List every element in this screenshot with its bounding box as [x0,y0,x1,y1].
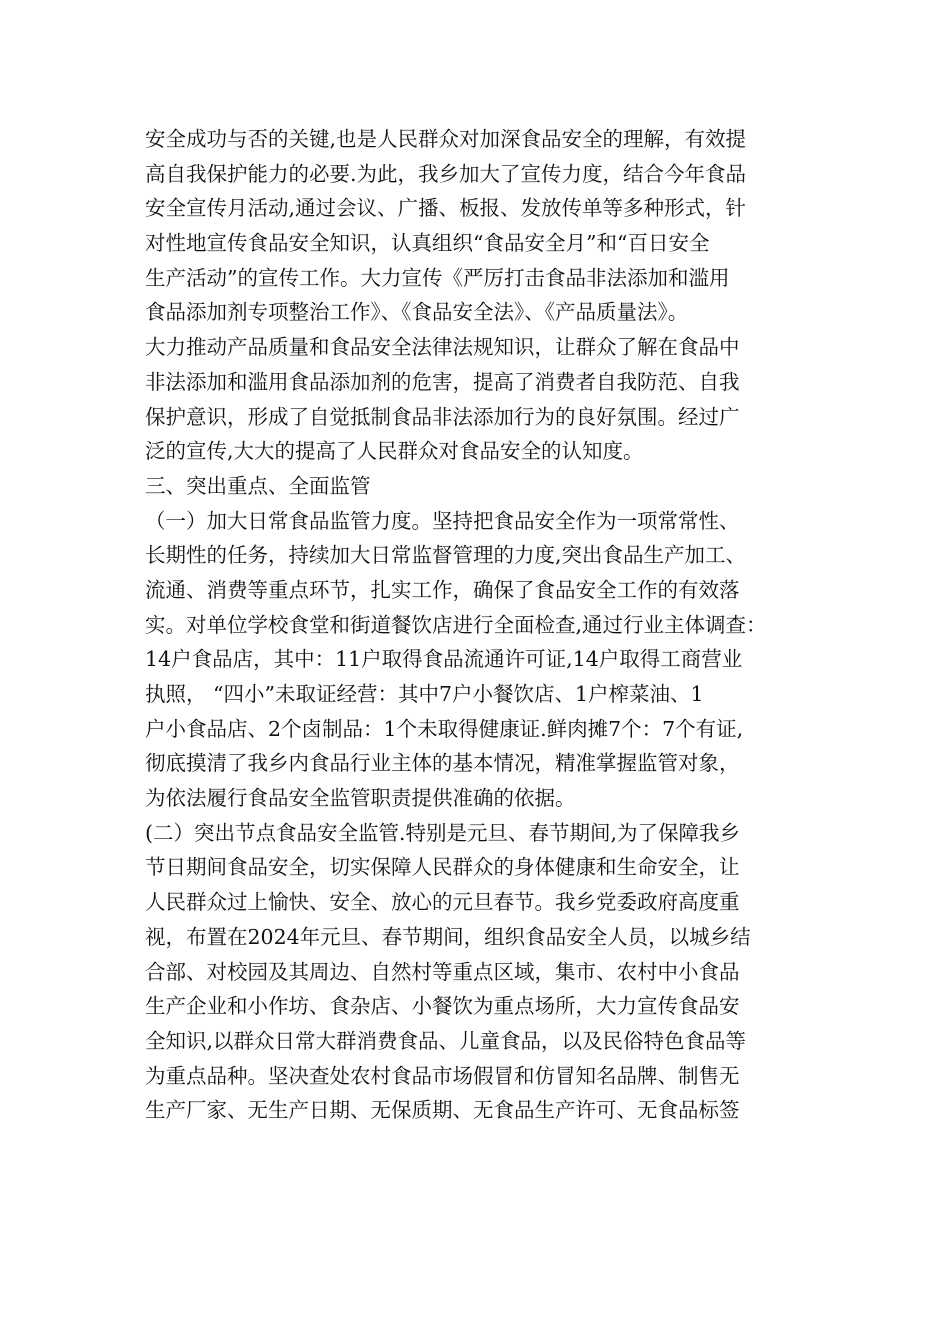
text-line: 实。对单位学校食堂和街道餐饮店进行全面检查,通过行业主体调查： [145,612,767,637]
text-line: 执照， “四小”未取证经营：其中7户小餐饮店、1户榨菜油、1 [145,682,704,706]
text-line: 安全成功与否的关键,也是人民群众对加深食品安全的理解，有效提 [145,127,747,151]
document-body [145,122,835,1128]
section-heading: 三、突出重点、全面监管 [145,473,371,498]
text-line: 对性地宣传食品安全知识，认真组织“食品安全月”和“百日安全 [145,231,710,256]
text-line: 大力推动产品质量和食品安全法律法规知识，让群众了解在食品中 [145,335,740,360]
text-line: 长期性的任务，持续加大日常监督管理的力度,突出食品生产加工、 [145,543,747,568]
text-line: 14户食品店，其中：11户取得食品流通许可证,14户取得工商营业 [145,647,743,672]
text-line: (二）突出节点食品安全监管.特别是元旦、春节期间,为了保障我乡 [145,820,741,845]
text-line: 为重点品种。坚决查处农村食品市场假冒和仿冒知名品牌、制售无 [145,1063,740,1088]
text-line: 生产活动”的宣传工作。大力宣传《严厉打击食品非法添加和滥用 [145,265,730,290]
text-line: 节日期间食品安全，切实保障人民群众的身体健康和生命安全，让 [145,855,740,880]
text-line: 生产企业和小作坊、食杂店、小餐饮为重点场所，大力宣传食品安 [145,994,740,1019]
text-line: 合部、对校园及其周边、自然村等重点区域，集市、农村中小食品 [145,959,740,984]
text-line: 保护意识，形成了自觉抵制食品非法添加行为的良好氛围。经过广 [145,404,740,429]
text-line: 食品添加剂专项整治工作》、《食品安全法》、《产品质量法》。 [145,300,689,325]
text-line: 户小食品店、2个卤制品：1个未取得健康证.鲜肉摊7个：7个有证, [145,716,744,741]
text-line: （一）加大日常食品监管力度。坚持把食品安全作为一项常常性、 [145,508,740,533]
text-line: 为依法履行食品安全监管职责提供准确的依据。 [145,786,576,811]
text-line: 彻底摸清了我乡内食品行业主体的基本情况，精准掌握监管对象， [145,751,740,776]
text-line: 泛的宣传,大大的提高了人民群众对食品安全的认知度。 [145,439,644,464]
text-line: 全知识,以群众日常大群消费食品、儿童食品，以及民俗特色食品等 [145,1028,747,1053]
text-line: 生产厂家、无生产日期、无保质期、无食品生产许可、无食品标签 [145,1098,740,1123]
text-line: 视，布置在2024年元旦、春节期间，组织食品安全人员，以城乡结 [145,924,751,949]
text-line: 安全宣传月活动,通过会议、广播、板报、发放传单等多种形式，针 [145,196,747,221]
text-line: 非法添加和滥用食品添加剂的危害，提高了消费者自我防范、自我 [145,369,740,394]
text-line: 流通、消费等重点环节，扎实工作，确保了食品安全工作的有效落 [145,577,740,602]
text-line: 人民群众过上愉快、安全、放心的元旦春节。我乡党委政府高度重 [145,890,740,915]
text-line: 高自我保护能力的必要.为此，我乡加大了宣传力度，结合今年食品 [145,161,747,186]
